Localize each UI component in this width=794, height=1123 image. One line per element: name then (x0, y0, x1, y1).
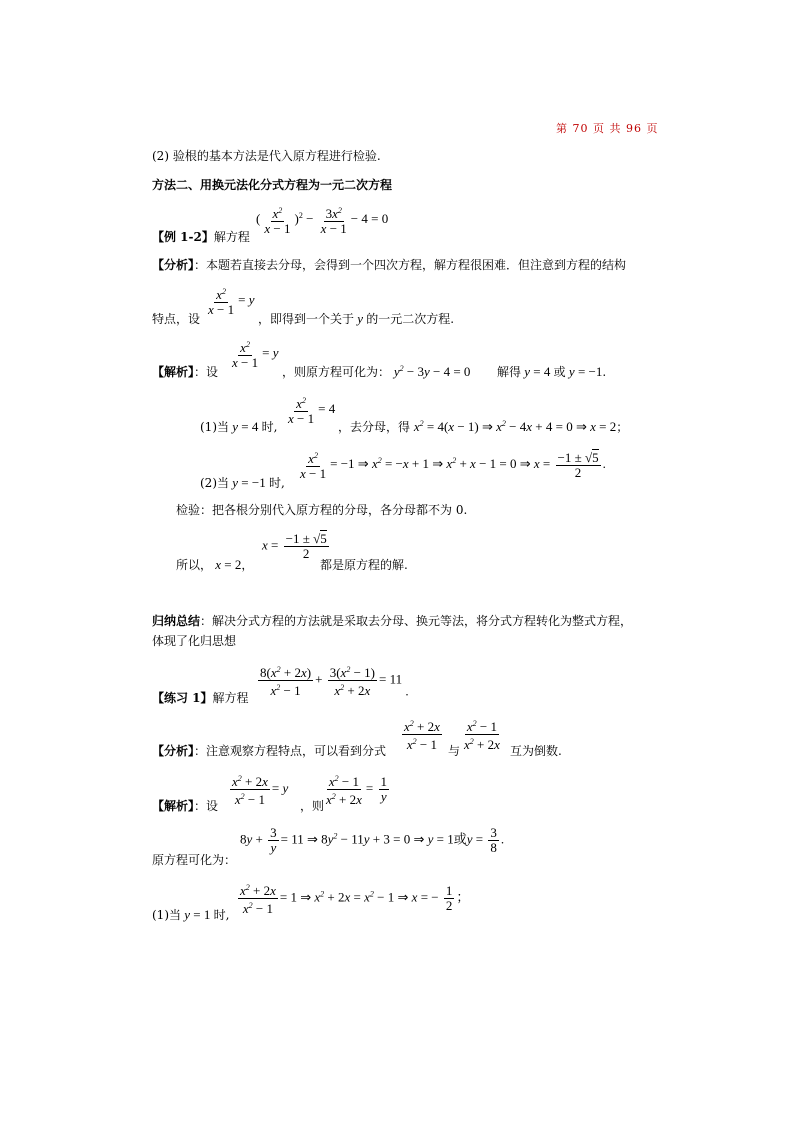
practice-label-line: 【练习 1】解方程 (152, 691, 249, 705)
equation: 8y + $\frac{3}{y}$ = 11 ⇒ $8y^2 - 11y + 3 = 0$ ⇒ y = 1或y = $\frac{3}{8}$ . (240, 825, 505, 855)
text-line: (2) 验根的基本方法是代入原方程进行检验. (152, 149, 381, 163)
case-line: (1)当 y = 1 时, (152, 907, 230, 922)
equation: $\frac{x^2 - 1}{x^2 + 2x}$ = $\frac{1}{y}$ (326, 774, 387, 807)
case-line: (1)当 y = 4 时, (200, 419, 278, 434)
case-line: (2)当 y = −1 时, (200, 475, 285, 490)
page-header: 第 70 页 共 96 页 (556, 122, 659, 135)
example-label-line: 【例 1-2】解方程 (152, 230, 250, 244)
check-line: 检验：把各根分别代入原方程的分母，各分母都不为 0. (176, 503, 468, 517)
equation: $\frac{x^2}{x - 1}$ = y (232, 340, 279, 370)
equation: $\frac{x^2}{x - 1}$ = −1 ⇒ $x^2 = -x + 1$ ⇒ $x^2 + x - 1 = 0$ ⇒ x = $\frac{-1 \pm √5}{2}$ . (300, 449, 606, 481)
example-label: 【例 1-2】 (152, 230, 214, 244)
conclusion-line: 所以， x = 2， (176, 557, 254, 572)
equation: $\frac{x^2}{x - 1}$ = y (208, 287, 255, 317)
equation: ( $\frac{x^2}{x - 1}$ )$^2$ − $\frac{3x^2}{x - 1}$ − 4 = 0 (256, 206, 389, 236)
feature-line: 特点，设 (152, 312, 201, 326)
section-heading: 方法二、用换元法化分式方程为一元二次方程 (152, 178, 393, 192)
analysis-line: 【分析】：注意观察方程特点，可以看到分式 (152, 744, 387, 758)
solution-line: 【解析】：设 (152, 365, 219, 379)
equation: x = $\frac{-1 \pm √5}{2}$ (262, 531, 327, 561)
analysis-line: 【分析】：本题若直接去分母，会得到一个四次方程，解方程很困难．但注意到方程的结构 (152, 258, 627, 272)
equation: $\frac{x^2 + 2x}{x^2 - 1}$ = 1 ⇒ $x^2 + 2x = x^2 - 1$ ⇒ x = − $\frac{1}{2}$ ； (240, 883, 470, 916)
summary-line: 归纳总结：解决分式方程的方法就是采取去分母、换元等法，将分式方程转化为整式方程， (152, 614, 633, 628)
solution-line: 【解析】：设 (152, 799, 219, 813)
equation: $\frac{x^2}{x - 1}$ = 4 (288, 396, 336, 426)
equation: $\frac{x^2 + 2x}{x^2 - 1}$ (404, 719, 440, 752)
equation: $\frac{8(x^2 + 2x)}{x^2 - 1}$ + $\frac{3(x^2 - 1)}{x^2 + 2x}$ = 11 . (260, 665, 409, 699)
equation: $\frac{x^2 - 1}{x^2 + 2x}$ (464, 719, 500, 752)
equation: $\frac{x^2 + 2x}{x^2 - 1}$ = y (232, 774, 289, 807)
